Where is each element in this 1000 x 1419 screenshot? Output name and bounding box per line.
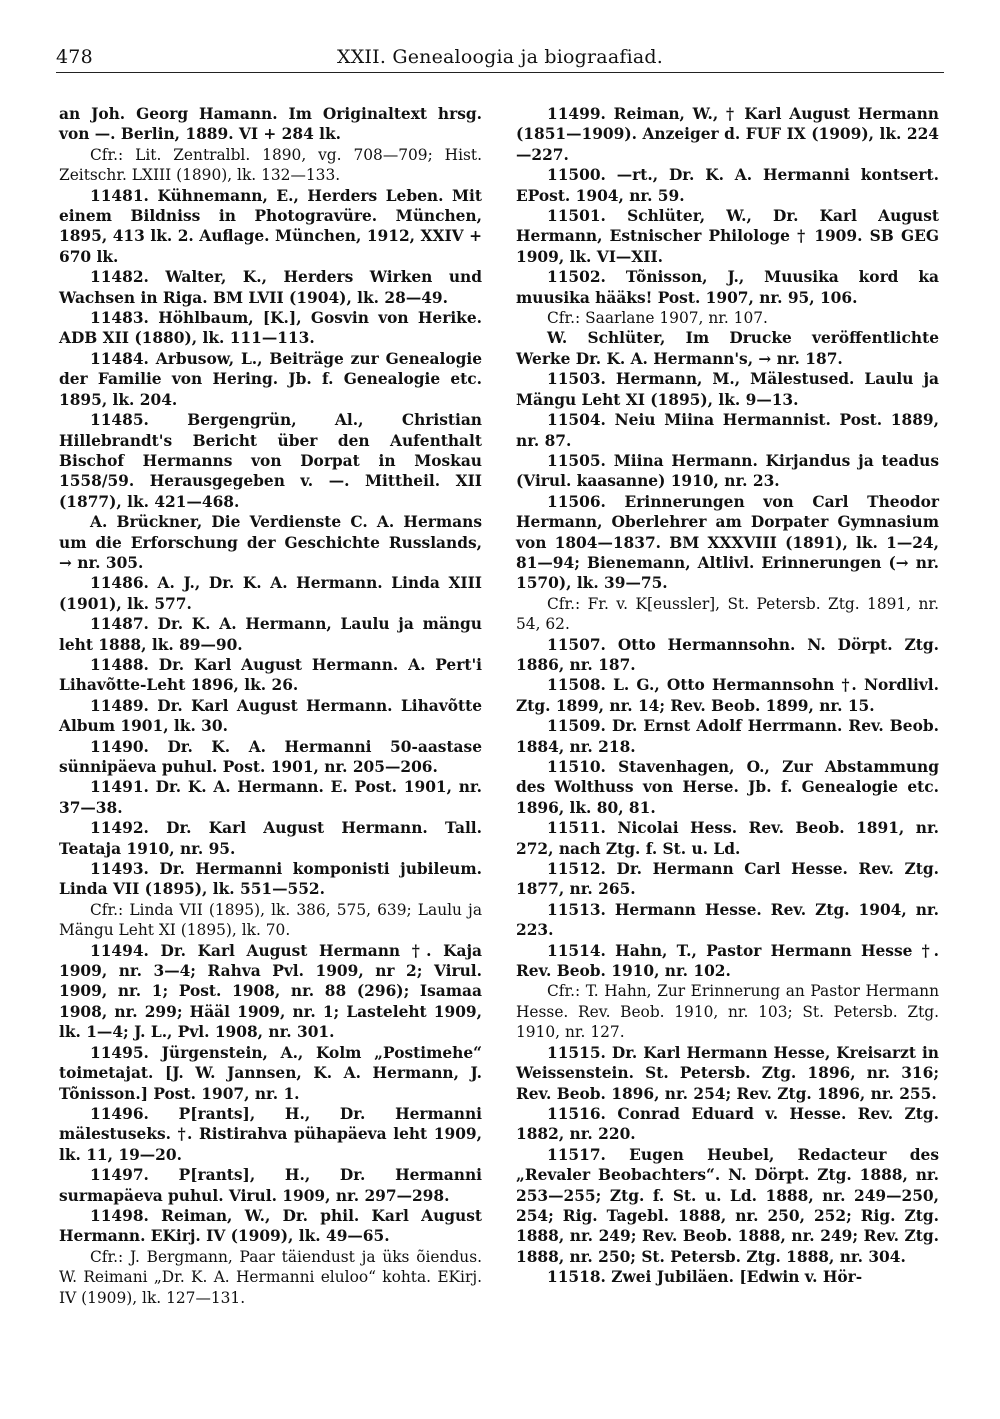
bibliography-entry: 11495. Jürgenstein, A., Kolm „Postimehe“ toimetajat. [J. W. Jannsen, K. A. Hermann, J. Tõnisson.] Post. 1907, nr. 1. xyxy=(59,1043,482,1103)
bibliography-entry: Cfr.: Linda VII (1895), lk. 386, 575, 639; Laulu ja Mängu Leht XI (1895), lk. 70. xyxy=(59,900,482,940)
bibliography-entry: 11493. Dr. Hermanni komponisti jubileum. Linda VII (1895), lk. 551—552. xyxy=(59,860,482,899)
bibliography-entry: 11499. Reiman, W., † Karl August Hermann (1851—1909). Anzeiger d. FUF IX (1909), lk. 224—227. xyxy=(516,105,939,164)
bibliography-entry: A. Brückner, Die Verdienste C. A. Hermans um die Erforschung der Geschichte Russlands, → nr. 305. xyxy=(59,513,482,572)
bibliography-entry: 11508. L. G., Otto Hermannsohn †. Nordlivl. Ztg. 1899, nr. 14; Rev. Beob. 1899, nr. 15. xyxy=(516,676,939,715)
bibliography-entry: 11501. Schlüter, W., Dr. Karl August Hermann, Estnischer Philologe † 1909. SB GEG 1909, lk. VI—XII. xyxy=(516,207,939,266)
bibliography-entry: 11482. Walter, K., Herders Wirken und Wachsen in Riga. BM LVII (1904), lk. 28—49. xyxy=(59,268,482,307)
right-column xyxy=(516,104,939,1288)
bibliography-entry: 11510. Stavenhagen, O., Zur Abstammung des Wolthuss von Herse. Jb. f. Genealogie etc. 1896, lk. 80, 81. xyxy=(516,758,939,817)
bibliography-entry: 11512. Dr. Hermann Carl Hesse. Rev. Ztg. 1877, nr. 265. xyxy=(516,860,939,899)
bibliography-entry: 11488. Dr. Karl August Hermann. A. Pert'i Lihavõtte-Leht 1896, lk. 26. xyxy=(59,655,482,695)
bibliography-entry: Cfr.: J. Bergmann, Paar täiendust ja üks õiendus. W. Reimani „Dr. K. A. Hermanni eluloo“ kohta. EKirj. IV (1909), lk. 127—131. xyxy=(59,1247,482,1307)
bibliography-entry: 11489. Dr. Karl August Hermann. Lihavõtte Album 1901, lk. 30. xyxy=(59,696,482,736)
bibliography-entry: Cfr.: Saarlane 1907, nr. 107. xyxy=(547,309,768,328)
bibliography-entry: 11500. —rt., Dr. K. A. Hermanni kontsert. EPost. 1904, nr. 59. xyxy=(516,166,939,205)
bibliography-entry: 11496. P[rants], H., Dr. Hermanni mälestuseks. †. Ristirahva pühapäeva leht 1909, lk. 11, 19—20. xyxy=(59,1104,482,1164)
bibliography-entry: 11497. P[rants], H., Dr. Hermanni surmapäeva puhul. Virul. 1909, nr. 297—298. xyxy=(59,1166,482,1205)
bibliography-entry: 11514. Hahn, T., Pastor Hermann Hesse †. Rev. Beob. 1910, nr. 102. xyxy=(516,941,939,981)
bibliography-entry: 11516. Conrad Eduard v. Hesse. Rev. Ztg. 1882, nr. 220. xyxy=(516,1104,939,1144)
page-number: 478 xyxy=(56,46,93,68)
bibliography-entry: 11487. Dr. K. A. Hermann, Laulu ja mängu leht 1888, lk. 89—90. xyxy=(59,615,482,654)
bibliography-entry: 11517. Eugen Heubel, Redacteur des „Revaler Beobachters“. N. Dörpt. Ztg. 1888, nr. 253—255; Ztg. f. St. u. Ld. 1888, nr. 249—250, 254; Rig. Tagebl. 1888, nr. 250, 252; Rig. Ztg. 1888, nr. 249; Rev. Beob. 1888, nr. 249; Rev. Ztg. 1888, nr. 250; St. Petersb. Ztg. 1888, nr. 304. xyxy=(516,1145,939,1266)
left-column xyxy=(59,104,482,1308)
bibliography-entry: 11485. Bergengrün, Al., Christian Hillebrandt's Bericht über den Aufenthalt Bischof Hermanns von Dorpat in Moskau 1558/59. Herausgegeben v. —. Mittheil. XII (1877), lk. 421—468. xyxy=(59,411,482,511)
bibliography-entry: 11490. Dr. K. A. Hermanni 50-aastase sünnipäeva puhul. Post. 1901, nr. 205—206. xyxy=(59,737,482,776)
bibliography-entry: 11491. Dr. K. A. Hermann. E. Post. 1901, nr. 37—38. xyxy=(59,778,482,817)
bibliography-entry: 11494. Dr. Karl August Hermann †. Kaja 1909, nr. 3—4; Rahva Pvl. 1909, nr 2; Virul. 1909, nr. 1; Post. 1908, nr. 88 (296); Isamaa 1908, nr. 299; Hääl 1909, nr. 1; Lasteleht 1909, lk. 1—4; J. L., Pvl. 1908, nr. 301. xyxy=(59,941,482,1042)
bibliography-entry: W. Schlüter, Im Drucke veröffentlichte Werke Dr. K. A. Hermann's, → nr. 187. xyxy=(516,329,939,368)
bibliography-entry: 11484. Arbusow, L., Beiträge zur Genealogie der Familie von Hering. Jb. f. Genealogie etc. 1895, lk. 204. xyxy=(59,349,482,409)
bibliography-entry: 11498. Reiman, W., Dr. phil. Karl August Hermann. EKirj. IV (1909), lk. 49—65. xyxy=(59,1206,482,1246)
bibliography-entry: 11507. Otto Hermannsohn. N. Dörpt. Ztg. 1886, nr. 187. xyxy=(516,635,939,674)
running-title: XXII. Genealoogia ja biograafiad. xyxy=(336,46,663,68)
bibliography-entry: Cfr.: Lit. Zentralbl. 1890, vg. 708—709; Hist. Zeitschr. LXIII (1890), lk. 132—133. xyxy=(59,145,482,185)
bibliography-entry: 11509. Dr. Ernst Adolf Herrmann. Rev. Beob. 1884, nr. 218. xyxy=(516,717,939,756)
bibliography-entry: 11513. Hermann Hesse. Rev. Ztg. 1904, nr. 223. xyxy=(516,900,939,940)
bibliography-entry: 11492. Dr. Karl August Hermann. Tall. Teataja 1910, nr. 95. xyxy=(59,819,482,858)
bibliography-entry: 11502. Tõnisson, J., Muusika kord ka muusika hääks! Post. 1907, nr. 95, 106. xyxy=(516,268,939,307)
bibliography-entry: Cfr.: Fr. v. K[eussler], St. Petersb. Ztg. 1891, nr. 54, 62. xyxy=(516,594,939,634)
bibliography-entry: an Joh. Georg Hamann. Im Originaltext hrsg. von —. Berlin, 1889. VI + 284 lk. xyxy=(59,105,482,144)
bibliography-entry: 11505. Miina Hermann. Kirjandus ja teadus (Virul. kaasanne) 1910, nr. 23. xyxy=(516,451,939,491)
bibliography-entry: 11481. Kühnemann, E., Herders Leben. Mit einem Bildniss in Photogravüre. München, 1895, 413 lk. 2. Auflage. München, 1912, XXIV + 670 lk. xyxy=(59,186,482,266)
bibliography-entry: 11515. Dr. Karl Hermann Hesse, Kreisarzt in Weissenstein. St. Petersb. Ztg. 1896, nr. 316; Rev. Beob. 1896, nr. 254; Rev. Ztg. 1896, nr. 255. xyxy=(516,1043,939,1103)
bibliography-entry: 11483. Höhlbaum, [K.], Gosvin von Herike. ADB XII (1880), lk. 111—113. xyxy=(59,309,482,348)
bibliography-entry: 11511. Nicolai Hess. Rev. Beob. 1891, nr. 272, nach Ztg. f. St. u. Ld. xyxy=(516,819,939,858)
bibliography-entry: Cfr.: T. Hahn, Zur Erinnerung an Pastor Hermann Hesse. Rev. Beob. 1910, nr. 103; St. Petersb. Ztg. 1910, nr. 127. xyxy=(516,982,939,1042)
bibliography-entry: 11504. Neiu Miina Hermannist. Post. 1889, nr. 87. xyxy=(516,411,939,450)
bibliography-entry: 11518. Zwei Jubiläen. [Edwin v. Hör- xyxy=(547,1268,863,1287)
bibliography-entry: 11503. Hermann, M., Mälestused. Laulu ja Mängu Leht XI (1895), lk. 9—13. xyxy=(516,370,939,409)
header-rule xyxy=(56,72,944,73)
bibliography-entry: 11506. Erinnerungen von Carl Theodor Hermann, Oberlehrer am Dorpater Gymnasium von 1804—1837. BM XXXVIII (1891), lk. 1—24, 81—94; Bienemann, Altlivl. Erinnerungen (→ nr. 1570), lk. 39—75. xyxy=(516,492,939,593)
bibliography-entry: 11486. A. J., Dr. K. A. Hermann. Linda XIII (1901), lk. 577. xyxy=(59,574,482,613)
